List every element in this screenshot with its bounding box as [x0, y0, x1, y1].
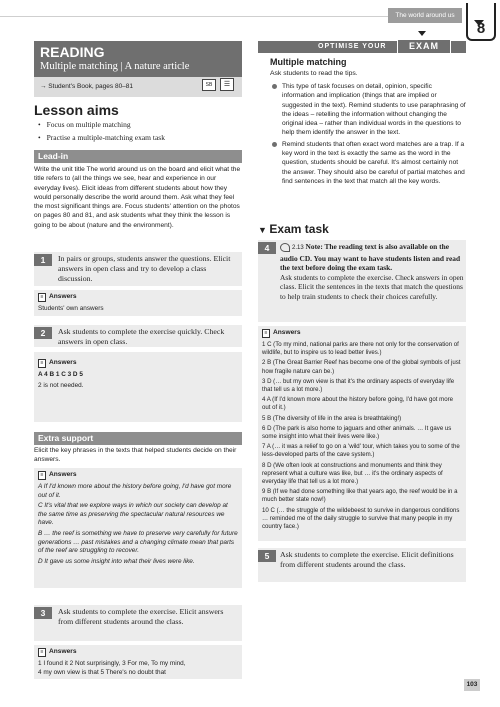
answer-text: 1 C (To my mind, national parks are there not only for the conservation of wildlife, but to inspire us to lead better lives.)	[262, 341, 459, 357]
answer-text: 7 A (… it was a relief to go on a 'wild' tour, which takes you to some of the less-developed parts of the cave system.)	[262, 443, 460, 459]
answer-text: 4 A (If I'd known more about the history before going, I'd have got more out of it.)	[262, 396, 454, 412]
task-5-text: Ask students to complete the exercise. Elicit definitions from different students around the class.	[280, 550, 454, 569]
answer-text: 2 B (The Great Barrier Reef has become one of the global symbols of just how fragile nature can be.)	[262, 359, 461, 375]
answers-label: Answers	[49, 648, 77, 656]
task-2-text: Ask students to complete the exercise quickly. Check answers in open class.	[58, 327, 225, 346]
task-number: 4	[258, 242, 276, 254]
answer-text: 5 B (The diversity of life in the area is breathtaking!)	[262, 414, 402, 422]
extra-support-answers	[34, 468, 242, 588]
document-icon: ≡	[38, 648, 46, 657]
book-icon: ☰	[220, 78, 234, 91]
task-4-note: Note: The reading text is also available on the audio CD. You may want to have students listen and read the text before doing the exam task.	[280, 242, 461, 273]
lesson-aims-heading: Lesson aims	[34, 102, 119, 118]
header-rule	[0, 16, 440, 17]
page-number: 103	[464, 679, 480, 691]
tips-list	[270, 82, 466, 188]
extra-support-text: Elicit the key phrases in the texts that helped students decide on their answers.	[34, 447, 237, 464]
audio-icon	[280, 243, 290, 252]
list-item: • Focus on multiple matching	[38, 118, 165, 131]
multiple-matching-intro: Ask students to read the tips.	[270, 70, 358, 77]
lesson-aims-list	[38, 118, 165, 144]
students-book-reference: → Student's Book, pages 80–81	[34, 77, 242, 97]
answer-text: C It's vital that we explore ways in which our society can develop at the same time as preserving the spectacular natural resources we have.	[38, 502, 228, 527]
unit-number-tab: 8	[466, 3, 496, 41]
task-number: 3	[34, 607, 52, 619]
answers-label: Answers	[49, 293, 77, 301]
document-icon: ≡	[38, 293, 46, 302]
task-4-answers	[258, 326, 466, 541]
lead-in-label: Lead-in	[34, 150, 242, 163]
lead-in-text: Write the unit title The world around us on the board and elicit what the title refers to (all the things we see, hear and experience in our everyday lives). Elicit ideas from different students about how they would personally describe the world around them. Ask what they feel the most significant things are. Focus students' attention on the photos on pages 80 and 81, and ask students what they think the lesson is going to be about (nature and the environment).	[34, 166, 241, 229]
task-1-text: In pairs or groups, students answer the questions. Elicit answers in open class and try to develop a class discussion.	[58, 254, 231, 283]
triangle-down-icon	[418, 31, 426, 36]
task-4-instructions: Ask students to complete the exercise. Check answers in open class. Elicit the sentences in the texts that match the questions to help train students to check their choices carefully.	[280, 272, 464, 301]
task-1-answers	[34, 290, 242, 316]
answer-text: A If I'd known more about the history before going, I'd have got more out of it.	[38, 483, 232, 499]
triangle-down-icon	[474, 20, 484, 26]
multiple-matching-heading: Multiple matching	[270, 57, 347, 67]
list-item: Remind students that often exact word matches are a trap. If a key word in the text is exactly the same as the word in the question, students should be careful. It's almost certainly not the answer. They should also be careful of partial matches and find sentences in the text that match all the key words.	[270, 140, 466, 186]
answer-text: Students' own answers	[38, 305, 104, 312]
exam-badge: EXAM	[397, 39, 451, 54]
task-4-text	[280, 242, 464, 302]
answer-text: 1 I found it 2 Not surprisingly, 3 For me, To my mind,	[38, 660, 186, 667]
document-icon: ≡	[38, 471, 46, 480]
section-subtitle: Multiple matching | A nature article	[40, 61, 190, 72]
section-title: READING	[40, 44, 105, 60]
answer-text: 2 is not needed.	[38, 381, 84, 389]
task-number: 1	[34, 254, 52, 266]
answer-text: A 4 B 1 C 3 D 5	[38, 371, 83, 378]
document-icon: ≡	[38, 359, 46, 368]
answers-label: Answers	[49, 471, 77, 479]
list-item: • Practise a multiple-matching exam task	[38, 131, 165, 144]
task-3-answers	[34, 645, 242, 679]
document-icon: ≡	[262, 329, 270, 338]
exam-task-heading: ▼ Exam task	[258, 222, 329, 236]
extra-support-label: Extra support	[34, 432, 242, 445]
answer-text: 10 C (… the struggle of the wildebeest to survive in dangerous conditions … reminded me of the daily struggle to survive that many people in my country face.)	[262, 506, 460, 531]
answers-label: Answers	[273, 329, 301, 337]
task-2-answers	[34, 352, 242, 422]
answer-text: D It gave us some insight into what their lives were like.	[38, 557, 195, 565]
audio-track: 2.13	[292, 245, 304, 251]
answers-label: Answers	[49, 359, 77, 367]
task-3-text: Ask students to complete the exercise. Elicit answers from different students around the class.	[58, 607, 224, 626]
reading-banner	[34, 41, 242, 81]
sb-badge: SB	[202, 79, 216, 91]
unit-title: The world around us	[388, 8, 462, 23]
list-item: This type of task focuses on detail, opinion, specific information and implication (things that are implied or suggested in the text). Remind students to use paraphrasing of the ideas – retelling the information without changing the original idea – rather than individual words in the questions to help them identify the answer in the text.	[270, 82, 466, 138]
answer-text: 6 D (The park is also home to jaguars and other animals. … It gave us some insight into what their lives were like.)	[262, 424, 452, 441]
optimise-label: OPTIMISE YOUR	[318, 43, 387, 50]
answer-text: 9 B (If we had done something like that years ago, the reef would be in a much better state now!)	[262, 488, 458, 504]
answer-text: 3 D (… but my own view is that it's the ordinary aspects of everyday life that tell us a lot more.)	[262, 377, 455, 394]
task-number: 2	[34, 327, 52, 339]
answer-text: 8 D (We often look at constructions and monuments and think they represent what a culture was like, but … it's the ordinary aspects of everyday life that tell us a lot more.)	[262, 461, 443, 486]
answer-text: 4 my own view is that 5 There's no doubt that	[38, 668, 166, 676]
task-number: 5	[258, 550, 276, 562]
answer-text: B … the reef is something we have to preserve very carefully for future generations … past mistakes and a changing climate mean that parts of the reef are struggling to recover.	[38, 529, 238, 555]
